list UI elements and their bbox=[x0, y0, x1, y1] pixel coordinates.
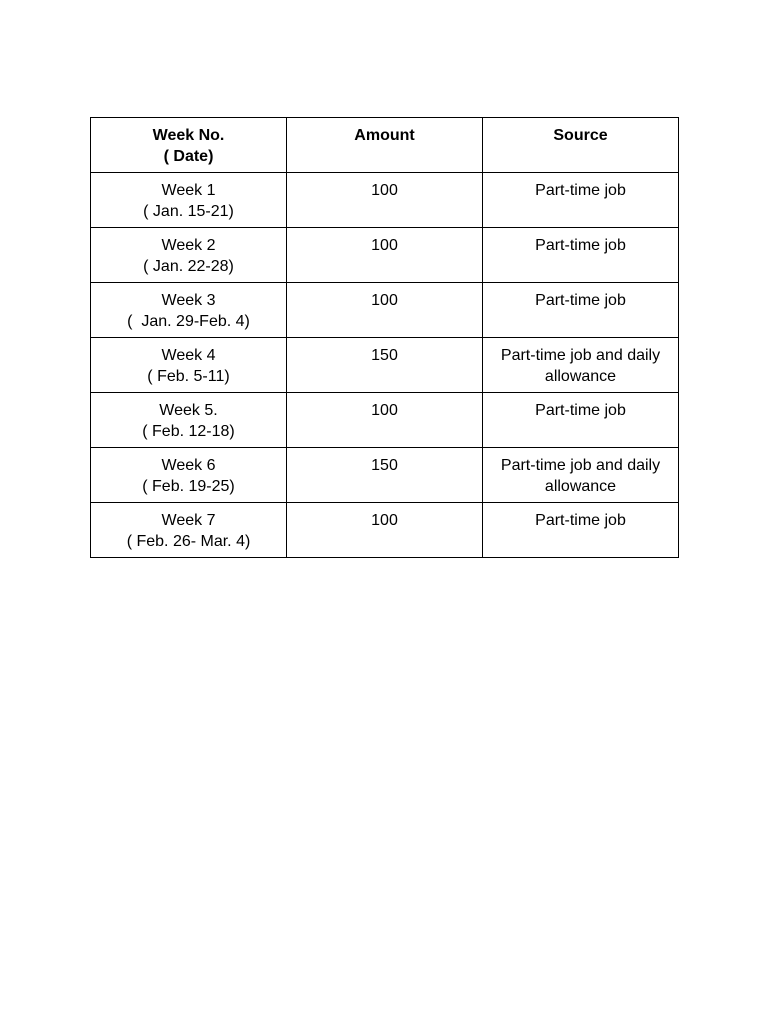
date-label: ( Jan. 22-28) bbox=[143, 258, 234, 275]
source-cell bbox=[483, 448, 679, 503]
date-label: ( Feb. 12-18) bbox=[142, 423, 235, 440]
source-value: Part-time job bbox=[535, 182, 626, 199]
source-cell bbox=[483, 393, 679, 448]
week-label: Week 2 bbox=[161, 237, 216, 254]
source-value: Part-time job and daily allowance bbox=[500, 347, 661, 385]
header-date-label: ( Date) bbox=[163, 148, 214, 165]
date-label: ( Feb. 5-11) bbox=[147, 368, 230, 385]
amount-value: 100 bbox=[371, 512, 398, 529]
table-row bbox=[91, 173, 679, 228]
table-row bbox=[91, 283, 679, 338]
header-source-label: Source bbox=[553, 127, 608, 144]
amount-value: 100 bbox=[371, 292, 398, 309]
date-label: ( Jan. 29-Feb. 4) bbox=[127, 313, 250, 330]
week-label: Week 3 bbox=[161, 292, 216, 309]
week-label: Week 7 bbox=[161, 512, 216, 529]
source-cell bbox=[483, 283, 679, 338]
week-label: Week 5. bbox=[159, 402, 218, 419]
week-label: Week 1 bbox=[161, 182, 216, 199]
week-cell bbox=[91, 283, 287, 338]
amount-cell bbox=[287, 228, 483, 283]
week-label: Week 6 bbox=[161, 457, 216, 474]
week-cell bbox=[91, 228, 287, 283]
source-value: Part-time job bbox=[535, 292, 626, 309]
source-cell bbox=[483, 338, 679, 393]
header-amount-label: Amount bbox=[354, 127, 415, 144]
date-label: ( Jan. 15-21) bbox=[143, 203, 234, 220]
amount-value: 150 bbox=[371, 457, 398, 474]
income-table bbox=[90, 117, 679, 558]
amount-value: 100 bbox=[371, 237, 398, 254]
table-header-row bbox=[91, 118, 679, 173]
header-week-label: Week No. bbox=[152, 127, 225, 144]
header-week bbox=[91, 118, 287, 173]
amount-value: 100 bbox=[371, 182, 398, 199]
source-cell bbox=[483, 173, 679, 228]
amount-cell bbox=[287, 393, 483, 448]
amount-cell bbox=[287, 338, 483, 393]
amount-cell bbox=[287, 503, 483, 558]
date-label: ( Feb. 26- Mar. 4) bbox=[126, 533, 251, 550]
table-row bbox=[91, 228, 679, 283]
source-cell bbox=[483, 503, 679, 558]
week-cell bbox=[91, 503, 287, 558]
source-value: Part-time job bbox=[535, 402, 626, 419]
table-row bbox=[91, 448, 679, 503]
source-value: Part-time job and daily allowance bbox=[500, 457, 661, 495]
amount-cell bbox=[287, 283, 483, 338]
header-amount bbox=[287, 118, 483, 173]
source-value: Part-time job bbox=[535, 237, 626, 254]
table-row bbox=[91, 503, 679, 558]
amount-value: 150 bbox=[371, 347, 398, 364]
amount-value: 100 bbox=[371, 402, 398, 419]
week-cell bbox=[91, 338, 287, 393]
amount-cell bbox=[287, 448, 483, 503]
week-cell bbox=[91, 173, 287, 228]
source-cell bbox=[483, 228, 679, 283]
header-source bbox=[483, 118, 679, 173]
table-row bbox=[91, 393, 679, 448]
date-label: ( Feb. 19-25) bbox=[142, 478, 235, 495]
amount-cell bbox=[287, 173, 483, 228]
week-cell bbox=[91, 393, 287, 448]
source-value: Part-time job bbox=[535, 512, 626, 529]
week-cell bbox=[91, 448, 287, 503]
week-label: Week 4 bbox=[161, 347, 216, 364]
table-row bbox=[91, 338, 679, 393]
